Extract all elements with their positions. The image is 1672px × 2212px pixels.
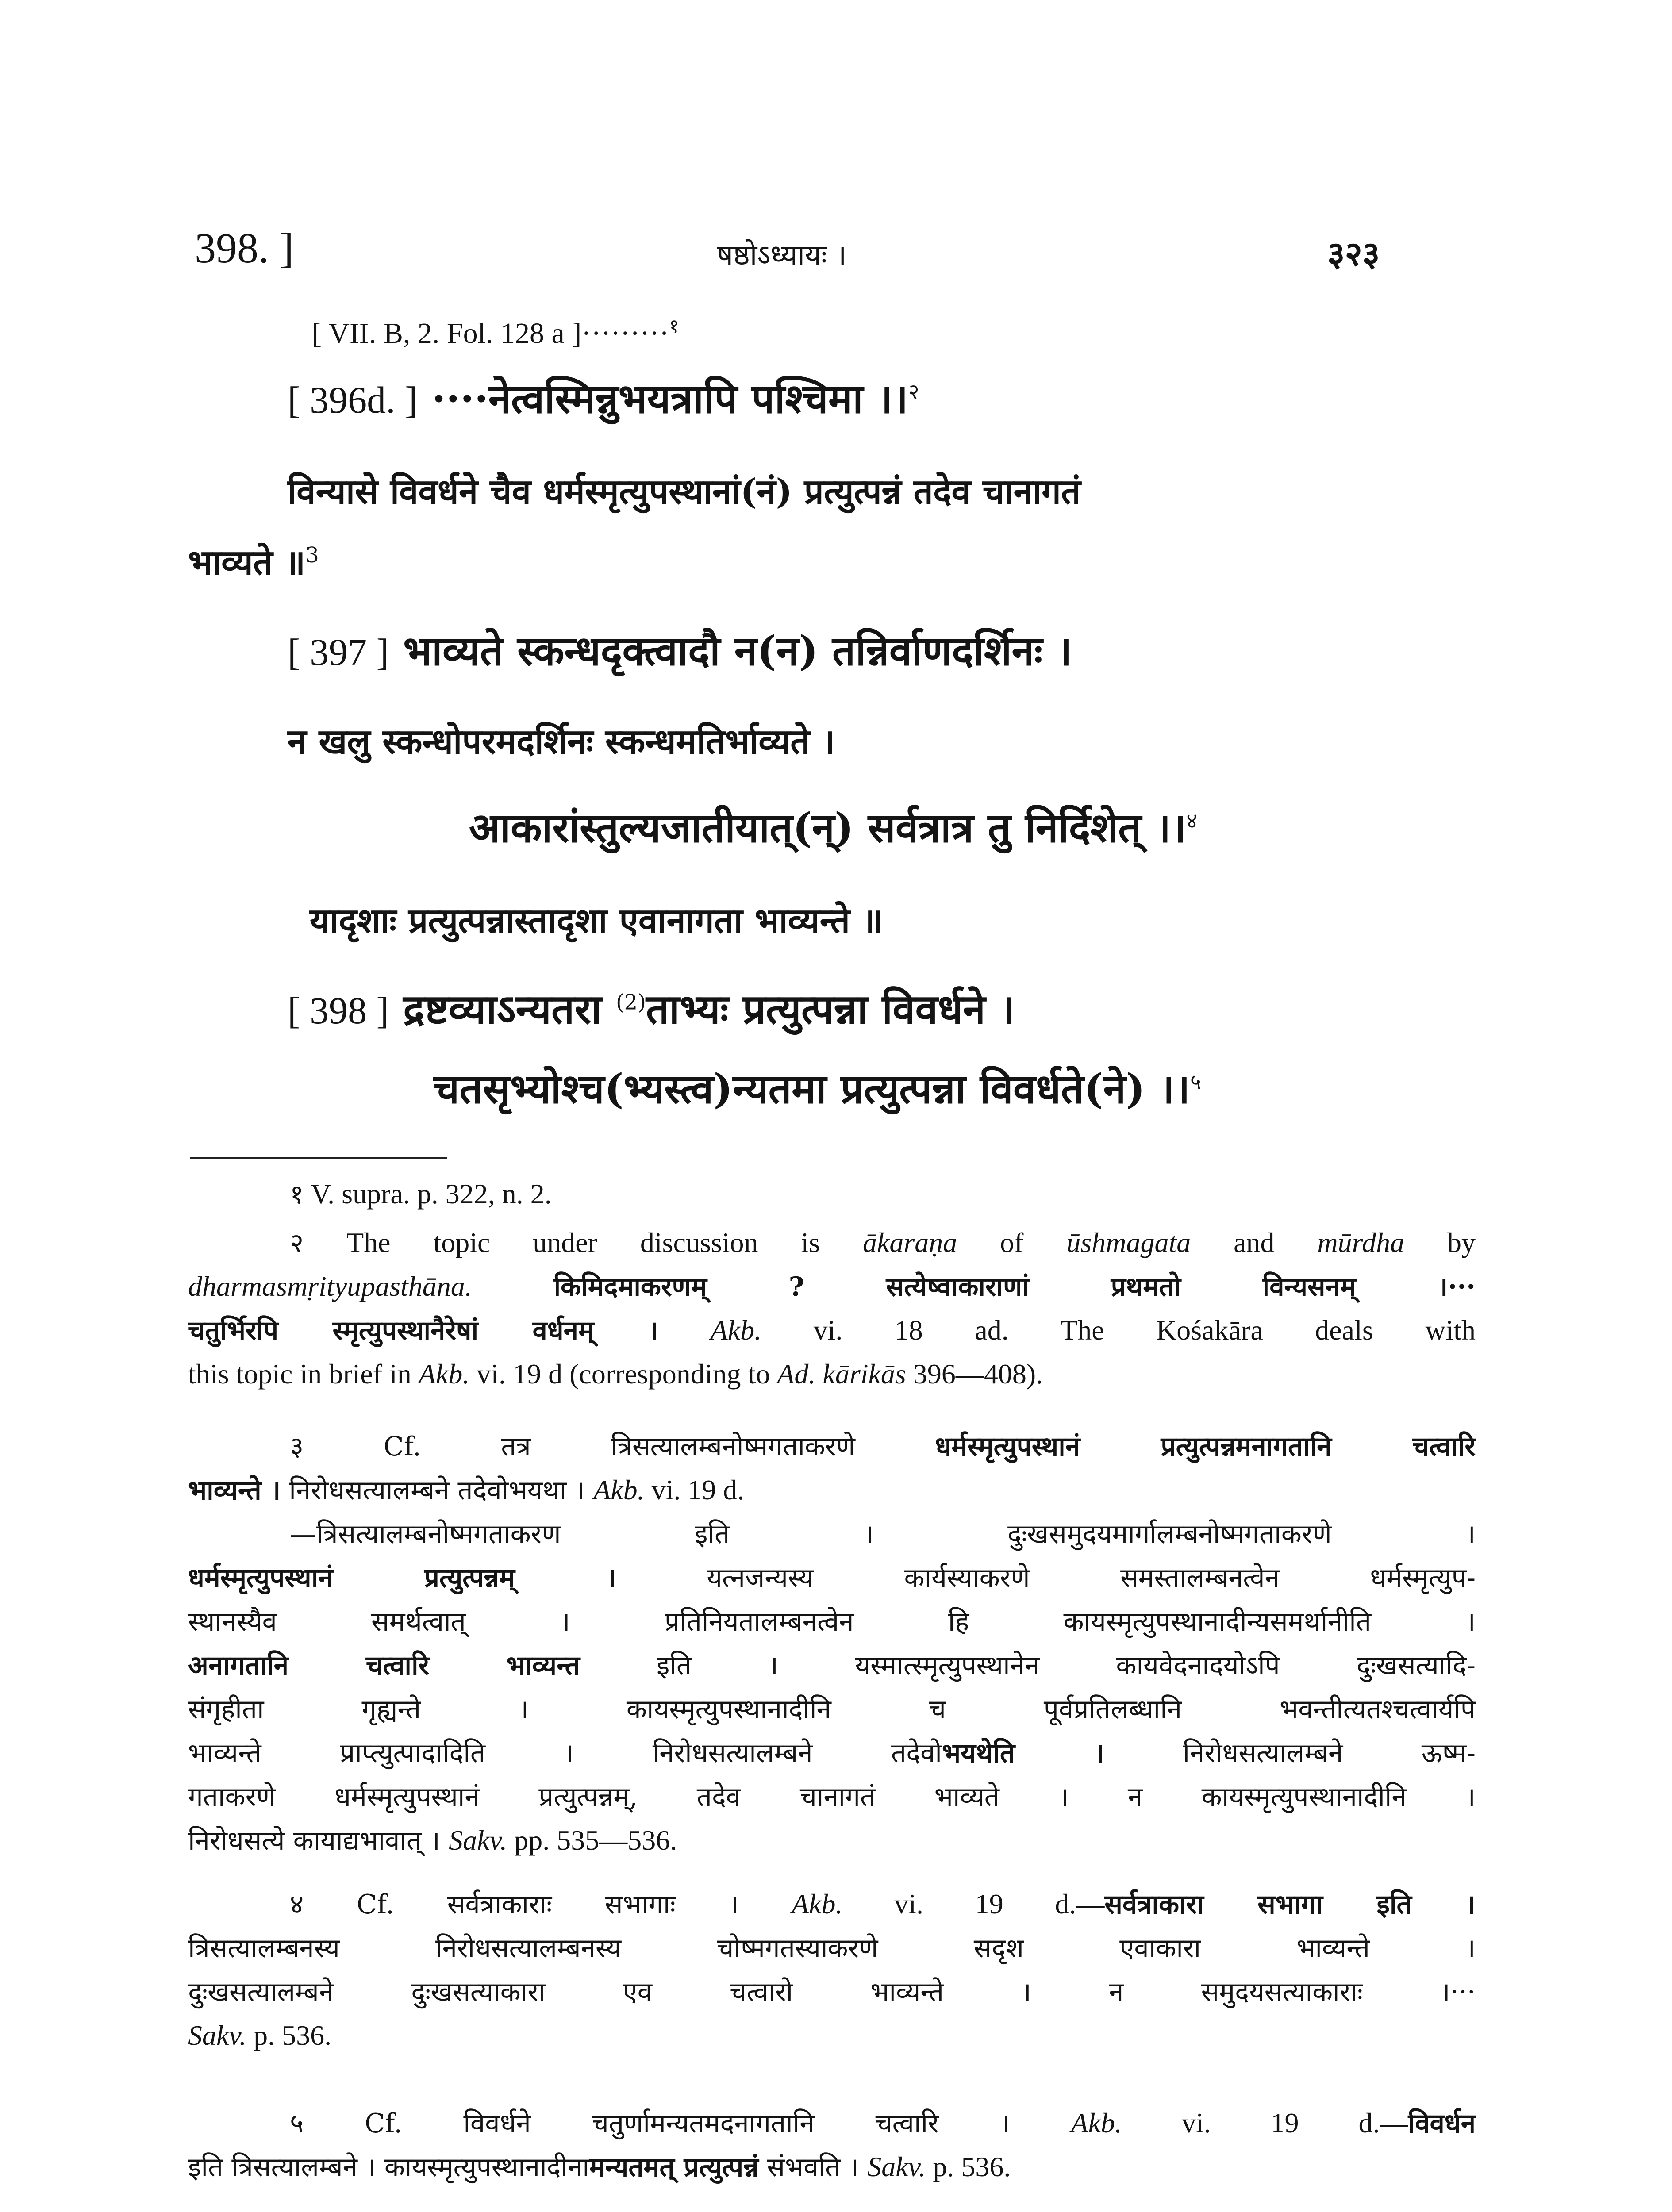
footnote-sanskrit: Cf. तत्र त्रिसत्यालम्बनोष्मगताकरणे: [304, 1431, 935, 1462]
footnote-sanskrit: त्रिसत्यालम्बनस्य निरोधसत्यालम्बनस्य चोष्मगतस्याकरणे सदृश एवाकारा भाव्यन्ते ।: [188, 1933, 1476, 1964]
verse-text: आकारांस्तुल्यजातीयात्(न्) सर्वत्रात्र तु निर्दिशेत् ।।: [469, 804, 1187, 852]
footnote-line: [188, 1265, 1476, 1309]
footnote-separator: [190, 1157, 447, 1159]
verse-text: भाव्यते स्कन्धदृक्त्वादौ न(न) तन्निर्वाणदर्शिनः ।: [389, 627, 1072, 675]
footnote-line: [188, 1731, 1476, 1775]
verse-number: [ 396d. ]: [288, 379, 418, 421]
footnote-line: [188, 1309, 1476, 1352]
commentary-text: भाव्यते ॥: [188, 542, 306, 583]
verse-text: चतसृभ्योश्च(भ्यस्त्व)न्यतमा प्रत्युत्पन्ना विवर्धते(ने) ।।: [434, 1065, 1190, 1113]
folio-reference: [312, 312, 679, 350]
footnote-line: [188, 1600, 1476, 1644]
footnote-line: [188, 1468, 1476, 1512]
footnote-sanskrit: सर्वत्राकारा सभागा इति ।: [1104, 1889, 1476, 1920]
footnote-sanskrit: अनागतानि चत्वारि भाव्यन्त: [188, 1650, 580, 1681]
footnote-text: this topic in brief in: [188, 1358, 419, 1390]
footnote-sanskrit: इति । यस्मात्स्मृत्युपस्थानेन कायवेदनादयोऽपि दुःखसत्यादि-: [580, 1650, 1476, 1681]
footnote-source: Sakv.: [449, 1824, 507, 1856]
footnote-1: [188, 1172, 1476, 1216]
footnote-text: The topic under discussion is: [304, 1227, 863, 1258]
footnote-line: [188, 1352, 1476, 1396]
footnote-number: ५: [290, 2108, 304, 2139]
footnote-sanskrit: मन्यतमत् प्रत्युत्पन्नं: [589, 2152, 759, 2183]
verse-397-second-half: [469, 799, 1197, 854]
footnote-line: [188, 1819, 1476, 1863]
footnote-term: ūshmagata: [1066, 1227, 1191, 1258]
footnote-term: dharmasmṛityupasthāna.: [188, 1271, 472, 1302]
footnote-sanskrit: संगृहीता गृह्यन्ते । कायस्मृत्युपस्थानादीनि च पूर्वप्रतिलब्धानि भवन्तीत्यतश्चत्वार्यपि: [188, 1694, 1476, 1725]
footnote-text: pp. 535—536.: [507, 1824, 677, 1856]
footnote-mark: ५: [1190, 1069, 1201, 1094]
running-title: षष्ठोऽध्यायः ।: [717, 239, 847, 272]
footnote-mark: ४: [1186, 808, 1198, 833]
footnote-term: ākaraṇa: [862, 1227, 957, 1258]
footnote-number: १: [290, 1179, 304, 1210]
footnote-source: Ad. kārikās: [777, 1358, 906, 1390]
footnote-sanskrit: भाव्यन्ते ।: [188, 1475, 281, 1506]
footnote-sanskrit: धर्मस्मृत्युपस्थानं प्रत्युत्पन्नम् ।: [188, 1563, 616, 1594]
commentary-line: विन्यासे विवर्धने चैव धर्मस्मृत्युपस्थानां(नं) प्रत्युत्पन्नं तदेव चानागतं: [288, 472, 1081, 512]
footnote-sanskrit: किमिदमाकरणम् ? सत्येष्वाकाराणां प्रथमतो विन्यसनम् ।···: [472, 1271, 1476, 1302]
footnote-text: p. 536.: [926, 2151, 1011, 2182]
footnote-number: ४: [290, 1889, 304, 1920]
footnote-3: [188, 1425, 1476, 1863]
footnote-sanskrit: निरोधसत्ये कायाद्यभावात् ।: [188, 1825, 449, 1856]
footnote-text: vi. 19 d (corresponding to: [469, 1358, 777, 1390]
commentary-line: [188, 538, 319, 584]
commentary-line: यादृशाः प्रत्युत्पन्नास्तादृशा एवानागता भाव्यन्ते ॥: [310, 901, 883, 941]
footnote-number: २: [290, 1228, 304, 1259]
footnote-line: [188, 1687, 1476, 1731]
footnote-mark: १: [669, 315, 679, 337]
footnote-text: vi. 19 d.—: [1122, 2107, 1408, 2139]
footnote-term: mūrdha: [1317, 1227, 1405, 1258]
footnote-sanskrit: दुःखसत्यालम्बने दुःखसत्याकारा एव चत्वारो भाव्यन्ते । न समुदयसत्याकाराः ।···: [188, 1977, 1476, 2008]
footnote-text: vi. 18 ad. The Kośakāra deals with: [761, 1314, 1476, 1346]
page-reference: 398. ]: [195, 224, 294, 272]
verse-text: ····नेत्वस्मिन्नुभयत्रापि पश्चिमा ।।: [417, 375, 908, 422]
footnote-text: by: [1404, 1227, 1476, 1258]
footnote-sanskrit: धर्मस्मृत्युपस्थानं प्रत्युत्पन्नमनागतानि चत्वारि: [935, 1431, 1476, 1462]
footnote-text: 396—408).: [906, 1358, 1043, 1390]
footnote-source: Akb.: [418, 1358, 470, 1390]
footnote-source: Akb.: [710, 1314, 762, 1346]
footnote-line: [188, 1172, 1476, 1216]
footnote-mark: (2): [615, 990, 646, 1015]
footnote-sanskrit: Cf. विवर्धने चतुर्णामन्यतमदनागतानि चत्वारि ।: [304, 2108, 1071, 2139]
verse-398: [288, 980, 1015, 1035]
footnote-line: [188, 1425, 1476, 1468]
footnote-sanskrit: भयथेति ।: [942, 1738, 1105, 1769]
verse-396d: [288, 369, 919, 425]
footnote-source: Akb.: [792, 1888, 843, 1920]
footnote-line: [188, 1512, 1476, 1556]
footnote-line: [188, 1926, 1476, 1970]
folio-reference-text: [ VII. B, 2. Fol. 128 a ]·········: [312, 317, 669, 349]
footnote-text: V. supra. p. 322, n. 2.: [304, 1178, 552, 1210]
footnote-5: [188, 2101, 1476, 2189]
verse-397: [288, 622, 1072, 677]
footnote-line: [188, 1882, 1476, 1926]
page-number: ३२३: [1327, 234, 1380, 273]
footnote-line: [188, 1221, 1476, 1265]
footnote-sanskrit: गताकरणे धर्मस्मृत्युपस्थानं प्रत्युत्पन्नम्, तदेव चानागतं भाव्यते । न कायस्मृत्युपस्थानादीनि ।: [188, 1782, 1476, 1813]
footnote-sanskrit: निरोधसत्यालम्बने तदेवोभयथा ।: [281, 1475, 594, 1506]
footnote-line: [188, 1644, 1476, 1687]
footnote-sanskrit: —त्रिसत्यालम्बनोष्मगताकरण इति । दुःखसमुदयमार्गालम्बनोष्मगताकरणे ।: [290, 1519, 1476, 1550]
verse-number: [ 398 ]: [288, 989, 389, 1032]
footnote-4: [188, 1882, 1476, 2057]
footnote-source: Sakv.: [867, 2151, 926, 2182]
footnote-text: vi. 19 d.—: [842, 1888, 1105, 1920]
footnote-sanskrit: चतुर्भिरपि स्मृत्युपस्थानैरेषां वर्धनम् ।: [188, 1315, 659, 1346]
commentary-line: न खलु स्कन्धोपरमदर्शिनः स्कन्धमतिर्भाव्यते ।: [288, 722, 835, 762]
footnote-source: Sakv.: [188, 2020, 247, 2051]
footnote-sanskrit: स्थानस्यैव समर्थत्वात् । प्रतिनियतालम्बनत्वेन हि कायस्मृत्युपस्थानादीन्यसमर्थानीति ।: [188, 1606, 1476, 1637]
verse-number: [ 397 ]: [288, 631, 389, 673]
footnote-line: [188, 1556, 1476, 1600]
verse-text: द्रष्टव्याऽन्यतरा: [389, 985, 602, 1033]
footnote-text: vi. 19 d.: [644, 1474, 745, 1505]
footnote-mark: 3: [305, 543, 319, 568]
footnote-2: [188, 1221, 1476, 1396]
footnote-text: of: [957, 1227, 1067, 1258]
footnote-source: Akb.: [1071, 2107, 1122, 2139]
footnote-sanskrit: इति त्रिसत्यालम्बने । कायस्मृत्युपस्थानादीना: [188, 2152, 589, 2183]
footnote-text: and: [1191, 1227, 1318, 1258]
footnote-sanskrit: विवर्धन: [1408, 2108, 1476, 2139]
footnote-sanskrit: Cf. सर्वत्राकाराः सभागाः ।: [304, 1889, 792, 1920]
footnote-line: [188, 1775, 1476, 1819]
verse-text: ताभ्यः प्रत्युत्पन्ना विवर्धने ।: [646, 985, 1015, 1033]
footnote-text: p. 536.: [246, 2020, 332, 2051]
footnote-sanskrit: भाव्यन्ते प्राप्त्युत्पादादिति । निरोधसत्यालम्बने तदेवो: [188, 1738, 942, 1769]
footnote-line: [188, 1970, 1476, 2014]
footnote-source: Akb.: [593, 1474, 645, 1505]
footnote-number: ३: [290, 1431, 304, 1462]
footnote-mark: २: [908, 379, 919, 404]
footnote-line: [188, 2145, 1476, 2189]
verse-398-second-half: [434, 1060, 1201, 1115]
footnote-line: [188, 2014, 1476, 2057]
footnote-sanskrit: संभवति ।: [758, 2152, 868, 2183]
footnote-sanskrit: यत्नजन्यस्य कार्यस्याकरणे समस्तालम्बनत्वेन धर्मस्मृत्युप-: [616, 1563, 1476, 1594]
footnote-line: [188, 2101, 1476, 2145]
footnote-sanskrit: निरोधसत्यालम्बने ऊष्म-: [1104, 1738, 1476, 1769]
